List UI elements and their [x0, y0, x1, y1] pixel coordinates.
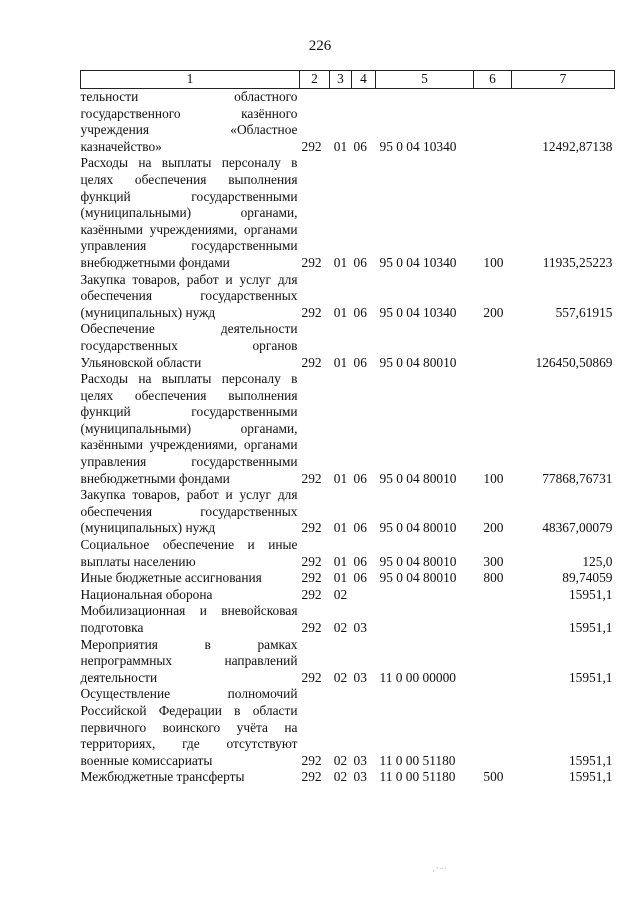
row-name — [81, 637, 300, 687]
row-name — [81, 155, 300, 271]
cell-subsection: 06 — [353, 470, 367, 486]
cell-section: 02 — [333, 769, 348, 785]
cell-ministry: 292 — [301, 669, 322, 685]
row-name-text: Межбюджетные трансферты — [80, 769, 245, 785]
row-name-text: Закупка товаров, работ и услуг для обеспечения государственных (муниципальных) нужд — [80, 487, 298, 536]
cell-section: 01 — [333, 570, 348, 586]
column-header: 1 — [81, 71, 300, 89]
column-header: 6 — [474, 71, 512, 89]
table-header — [81, 71, 615, 89]
cell-expense-type: 800 — [483, 570, 504, 586]
column-header: 2 — [300, 71, 330, 89]
cell-amount: 126450,50869 — [535, 354, 613, 370]
cell-amount: 77868,76731 — [542, 470, 613, 486]
table-row — [81, 603, 615, 636]
cell-expense-type: 200 — [483, 520, 504, 536]
table-row — [81, 487, 615, 537]
row-name — [81, 272, 300, 322]
cell-amount: 89,74059 — [562, 570, 613, 586]
cell-ministry: 292 — [301, 254, 322, 270]
cell-section: 01 — [333, 354, 348, 370]
cell-expense-type: 200 — [483, 304, 504, 320]
cell-section: 01 — [333, 304, 348, 320]
row-name — [81, 371, 300, 487]
cell-ministry: 292 — [301, 520, 322, 536]
table-row — [81, 587, 615, 604]
cell-ministry: 292 — [301, 470, 322, 486]
cell-section: 02 — [333, 586, 348, 602]
cell-amount: 48367,00079 — [542, 520, 613, 536]
cell-ministry: 292 — [301, 769, 322, 785]
cell-section: 02 — [333, 669, 348, 685]
cell-ministry: 292 — [301, 620, 322, 635]
cell-target-item — [376, 587, 474, 604]
table-row — [81, 371, 615, 487]
cell-amount: 15951,1 — [568, 586, 613, 602]
cell-subsection: 03 — [353, 752, 367, 768]
cell-target-item: 11 0 00 51180 — [379, 769, 456, 785]
cell-ministry: 292 — [301, 354, 322, 370]
table-row — [81, 769, 615, 786]
cell-target-item: 95 0 04 80010 — [379, 570, 457, 586]
row-name-text: тельности областного государственного казённого учреждения «Областное казначейство» — [80, 89, 298, 154]
cell-expense-type — [474, 603, 512, 636]
cell-ministry: 292 — [301, 586, 322, 602]
budget-table — [80, 70, 615, 786]
cell-subsection: 06 — [353, 304, 367, 320]
row-name — [81, 603, 300, 636]
cell-subsection: 06 — [353, 254, 367, 270]
cell-expense-type — [474, 587, 512, 604]
cell-expense-type: 100 — [483, 254, 504, 270]
page-number: 226 — [308, 38, 332, 54]
row-name — [81, 321, 300, 371]
row-name-text: Мероприятия в рамках непрограммных направлений деятельности — [80, 636, 298, 685]
cell-target-item: 95 0 04 80010 — [379, 520, 457, 536]
scan-mark: ·˙¨˙ — [432, 866, 448, 876]
row-name-text: Социальное обеспечение и иные выплаты населению — [80, 537, 298, 569]
row-name-text: Закупка товаров, работ и услуг для обеспечения государственных (муниципальных) нужд — [80, 271, 298, 320]
table-row — [81, 570, 615, 587]
cell-amount: 15951,1 — [568, 620, 613, 635]
cell-section: 01 — [333, 553, 348, 569]
column-header: 3 — [330, 71, 352, 89]
cell-ministry: 292 — [301, 752, 322, 768]
cell-target-item: 11 0 00 00000 — [379, 669, 456, 685]
cell-target-item: 95 0 04 10340 — [379, 304, 457, 320]
cell-subsection: 03 — [353, 769, 367, 785]
column-header: 4 — [352, 71, 376, 89]
cell-amount: 15951,1 — [568, 669, 613, 685]
row-name — [81, 686, 300, 769]
row-name-text: Национальная оборона — [80, 586, 213, 602]
cell-section: 01 — [333, 138, 348, 154]
table-row — [81, 686, 615, 769]
cell-amount: 557,61915 — [555, 304, 613, 320]
cell-section: 01 — [333, 520, 348, 536]
cell-amount: 15951,1 — [568, 769, 613, 785]
row-name-text: Расходы на выплаты персоналу в целях обеспечения выполнения функций государственными (муниципальными) органами, казёнными учреждениями, органами управления государственными внебюджетными фондами — [80, 371, 298, 486]
cell-ministry: 292 — [301, 304, 322, 320]
row-name-text: Мобилизационная и вневойсковая подготовка — [80, 603, 298, 635]
table-row — [81, 321, 615, 371]
row-name-text: Обеспечение деятельности государственных органов Ульяновской области — [80, 321, 298, 370]
cell-section: 01 — [333, 470, 348, 486]
cell-ministry: 292 — [301, 138, 322, 154]
cell-expense-type: 500 — [483, 769, 504, 785]
cell-subsection: 06 — [353, 520, 367, 536]
row-name — [81, 570, 300, 587]
cell-expense-type — [474, 637, 512, 687]
cell-subsection: 03 — [353, 669, 367, 685]
cell-target-item: 95 0 04 10340 — [379, 254, 457, 270]
cell-target-item: 95 0 04 80010 — [379, 354, 457, 370]
column-header: 7 — [512, 71, 615, 89]
cell-target-item: 95 0 04 80010 — [379, 553, 457, 569]
cell-target-item: 11 0 00 51180 — [379, 752, 456, 768]
table-body — [81, 89, 615, 786]
cell-subsection: 06 — [353, 138, 367, 154]
table-row — [81, 537, 615, 570]
cell-expense-type — [474, 89, 512, 156]
cell-amount: 15951,1 — [568, 752, 613, 768]
cell-ministry: 292 — [301, 570, 322, 586]
row-name — [81, 89, 300, 156]
cell-section: 02 — [333, 752, 348, 768]
cell-ministry: 292 — [301, 553, 322, 569]
row-name-text: Осуществление полномочий Российской Федерации в области первичного воинского учёта на территориях, где отсутствуют военные комиссариаты — [80, 686, 298, 768]
cell-section: 01 — [333, 254, 348, 270]
cell-amount: 12492,87138 — [542, 138, 613, 154]
cell-expense-type — [474, 321, 512, 371]
table-row — [81, 272, 615, 322]
row-name-text: Иные бюджетные ассигнования — [80, 570, 262, 586]
row-name — [81, 587, 300, 604]
table-row — [81, 89, 615, 156]
row-name-text: Расходы на выплаты персоналу в целях обеспечения выполнения функций государственными (муниципальными) органами, казёнными учреждениями, органами управления государственными внебюджетными фондами — [80, 155, 298, 270]
table-row — [81, 637, 615, 687]
cell-expense-type: 100 — [483, 470, 504, 486]
cell-expense-type: 300 — [483, 553, 504, 569]
cell-amount: 125,0 — [582, 553, 613, 569]
cell-expense-type — [474, 686, 512, 769]
cell-subsection: 03 — [353, 620, 367, 635]
row-name — [81, 769, 300, 786]
table-row — [81, 155, 615, 271]
cell-target-item: 95 0 04 10340 — [379, 138, 457, 154]
cell-subsection: 06 — [353, 570, 367, 586]
row-name — [81, 487, 300, 537]
cell-subsection — [352, 587, 376, 604]
cell-target-item — [376, 603, 474, 636]
column-header: 5 — [376, 71, 474, 89]
cell-target-item: 95 0 04 80010 — [379, 470, 457, 486]
cell-section: 02 — [333, 620, 348, 635]
cell-subsection: 06 — [353, 354, 367, 370]
cell-subsection: 06 — [353, 553, 367, 569]
row-name — [81, 537, 300, 570]
cell-amount: 11935,25223 — [542, 254, 613, 270]
